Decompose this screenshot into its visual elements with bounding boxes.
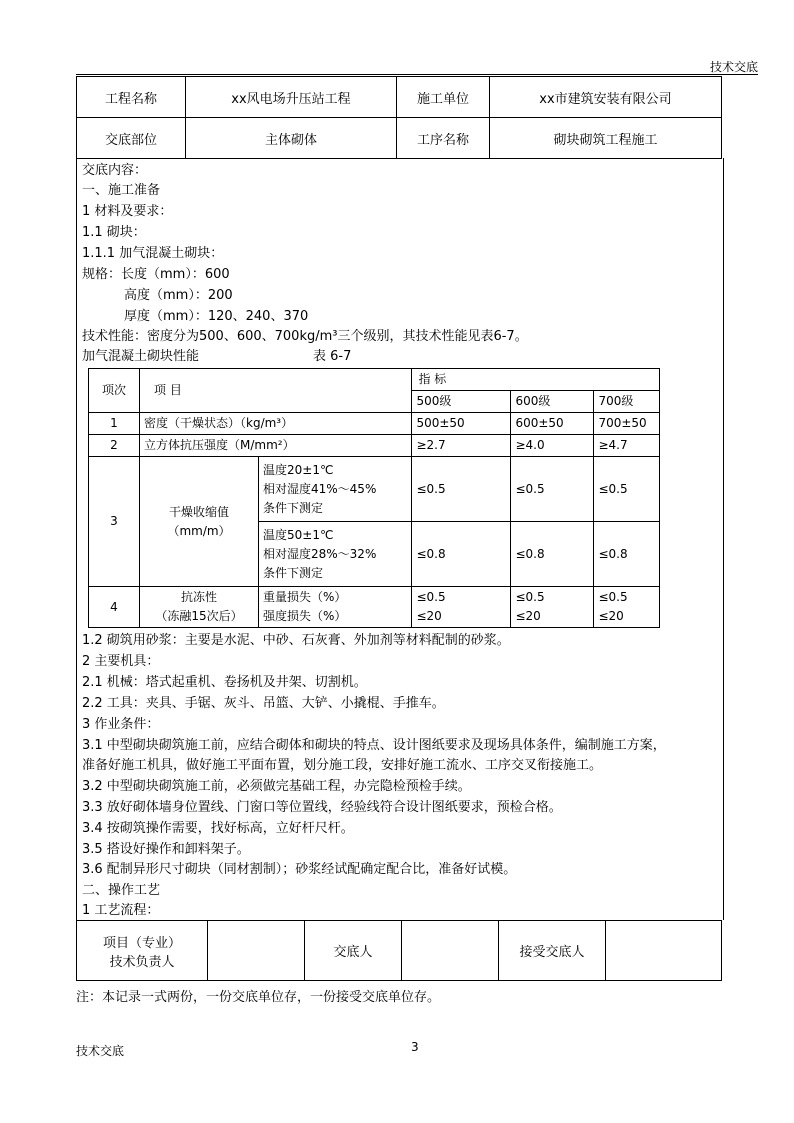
content-line: 3.4 按砌筑操作需要，找好标高，立好杆尺杆。: [82, 821, 354, 836]
row-value: ≤0.8: [594, 522, 660, 587]
value-line: ≤20: [515, 609, 541, 623]
content-line: 3 作业条件：: [82, 717, 160, 732]
row-item: [140, 457, 259, 587]
content-line: 1 材料及要求：: [82, 204, 173, 219]
row-value: [511, 587, 594, 628]
row-no: 4: [89, 587, 140, 628]
col-index-header: 指 标: [412, 369, 660, 391]
row-item: [140, 587, 259, 628]
content-line: 2.2 工具：夹具、手锯、灰斗、吊篮、大铲、小撬棍、手推车。: [82, 696, 445, 711]
frost-condition: [259, 587, 412, 628]
row-value: ≤0.8: [412, 522, 511, 587]
unit-label: 施工单位: [397, 77, 490, 118]
row-value: ≥4.7: [594, 435, 660, 457]
row-value: [412, 587, 511, 628]
shrink-item-label: 干燥收缩值: [168, 504, 229, 519]
grade-600: 600级: [511, 391, 594, 413]
row-value: ≤0.8: [511, 522, 594, 587]
row-value: ≥2.7: [412, 435, 511, 457]
content-line: 3.1 中型砌块砌筑施工前，应结合砌体和砌块的特点、设计图纸要求及现场具体条件，编制施工方案，: [82, 738, 666, 753]
frost-sub-label: （冻融15次后）: [155, 609, 243, 623]
table-row: [89, 413, 660, 435]
content-line: 规格：长度（mm）：600: [82, 267, 230, 282]
row-value: 600±50: [511, 413, 594, 435]
row-value: ≤0.5: [594, 457, 660, 522]
content-line: 3.5 搭设好操作和卸料架子。: [82, 842, 250, 857]
grade-500: 500级: [412, 391, 511, 413]
presenter-label: 交底人: [305, 921, 402, 981]
content-line: 技术性能：密度分为500、600、700kg/m³三个级别，其技术性能见表6-7。: [82, 329, 528, 344]
record-note: 注：本记录一式两份，一份交底单位存，一份接受交底单位存。: [76, 990, 441, 1005]
table-row: [89, 435, 660, 457]
sign-table: [76, 920, 722, 981]
value-line: ≤0.5: [515, 590, 545, 604]
row-item: 立方体抗压强度（M/mm²）: [140, 435, 412, 457]
content-line: 2 主要机具：: [82, 654, 160, 669]
condition-line: 条件下测定: [263, 500, 324, 515]
tech-lead-label-line: 项目（专业）: [102, 935, 181, 951]
content-line: 1.1.1 加气混凝土砌块：: [82, 246, 224, 261]
row-value: ≥4.0: [511, 435, 594, 457]
doc-header-label: 技术交底: [709, 60, 758, 74]
header-rule: [76, 74, 758, 75]
unit-value: xx市建筑安装有限公司: [490, 77, 722, 118]
tech-lead-signature[interactable]: [208, 921, 305, 981]
content-line: 3.3 放好砌体墙身位置线、门窗口等位置线，经验线符合设计图纸要求，预检合格。: [82, 800, 562, 815]
page-number: 3: [411, 1040, 419, 1054]
row-value: 700±50: [594, 413, 660, 435]
receiver-signature[interactable]: [606, 921, 722, 981]
process-value: 砌块砌筑工程施工: [490, 118, 722, 159]
condition-line: 条件下测定: [263, 565, 324, 580]
project-label: 工程名称: [77, 77, 186, 118]
content-line: 1.2 砌筑用砂浆：主要是水泥、中砂、石灰膏、外加剂等材料配制的砂浆。: [82, 633, 510, 648]
content-line: 准备好施工机具，做好施工平面布置，划分施工段，安排好施工流水、工序交叉衔接施工。: [82, 758, 603, 773]
condition-line: 温度50±1℃: [263, 527, 334, 542]
content-line: 厚度（mm）：120、240、370: [124, 309, 309, 324]
row-no: 3: [89, 457, 140, 587]
content-line: 二、操作工艺: [82, 883, 161, 898]
condition-line: 相对湿度28%～32%: [263, 546, 377, 561]
condition-line: 强度损失（%）: [263, 609, 347, 623]
frost-item-label: 抗冻性: [180, 590, 217, 604]
condition-line: 温度20±1℃: [263, 462, 334, 477]
process-label: 工序名称: [397, 118, 490, 159]
content-line: 交底内容：: [82, 163, 148, 178]
content-line: 1.1 砌块：: [82, 225, 146, 240]
shrink-condition: [259, 522, 412, 587]
row-no: 1: [89, 413, 140, 435]
value-line: ≤20: [416, 609, 442, 623]
header-table: [76, 76, 722, 159]
part-value: 主体砌体: [186, 118, 397, 159]
receiver-label: 接受交底人: [499, 921, 606, 981]
content-line: 一、施工准备: [82, 183, 161, 198]
value-line: ≤0.5: [416, 590, 446, 604]
value-line: ≤20: [598, 609, 624, 623]
row-value: ≤0.5: [412, 457, 511, 522]
col-item-header: 项 目: [140, 369, 412, 413]
project-value: xx风电场升压站工程: [186, 77, 397, 118]
row-item: 密度（干燥状态）（kg/m³）: [140, 413, 412, 435]
content-line: 高度（mm）：200: [124, 288, 233, 303]
row-value: [594, 587, 660, 628]
condition-line: 重量损失（%）: [263, 590, 347, 604]
tech-lead-label-line: 技术负责人: [109, 954, 175, 970]
table-row: [89, 457, 660, 522]
content-line: 3.6 配制异形尺寸砌块（同材割制）；砂浆经试配确定配合比，准备好试模。: [82, 862, 517, 877]
content-line: 1 工艺流程：: [82, 903, 160, 918]
grade-700: 700级: [594, 391, 660, 413]
condition-line: 相对湿度41%～45%: [263, 481, 377, 496]
col-no-header: 项次: [89, 369, 140, 413]
table-row: [89, 587, 660, 628]
row-no: 2: [89, 435, 140, 457]
table-number: 表 6-7: [313, 349, 352, 364]
presenter-signature[interactable]: [402, 921, 499, 981]
shrink-unit-label: （mm/m）: [167, 523, 231, 538]
content-line: 2.1 机械：塔式起重机、卷扬机及井架、切割机。: [82, 675, 367, 690]
row-value: ≤0.5: [511, 457, 594, 522]
table-caption: 加气混凝土砌块性能: [82, 349, 200, 364]
spec-table: [88, 368, 660, 628]
content-line: 3.2 中型砌块砌筑施工前，必须做完基础工程，办完隐检预检手续。: [82, 779, 471, 794]
value-line: ≤0.5: [598, 590, 628, 604]
tech-lead-label: [77, 921, 208, 981]
footer-label: 技术交底: [76, 1044, 125, 1058]
row-value: 500±50: [412, 413, 511, 435]
part-label: 交底部位: [77, 118, 186, 159]
shrink-condition: [259, 457, 412, 522]
